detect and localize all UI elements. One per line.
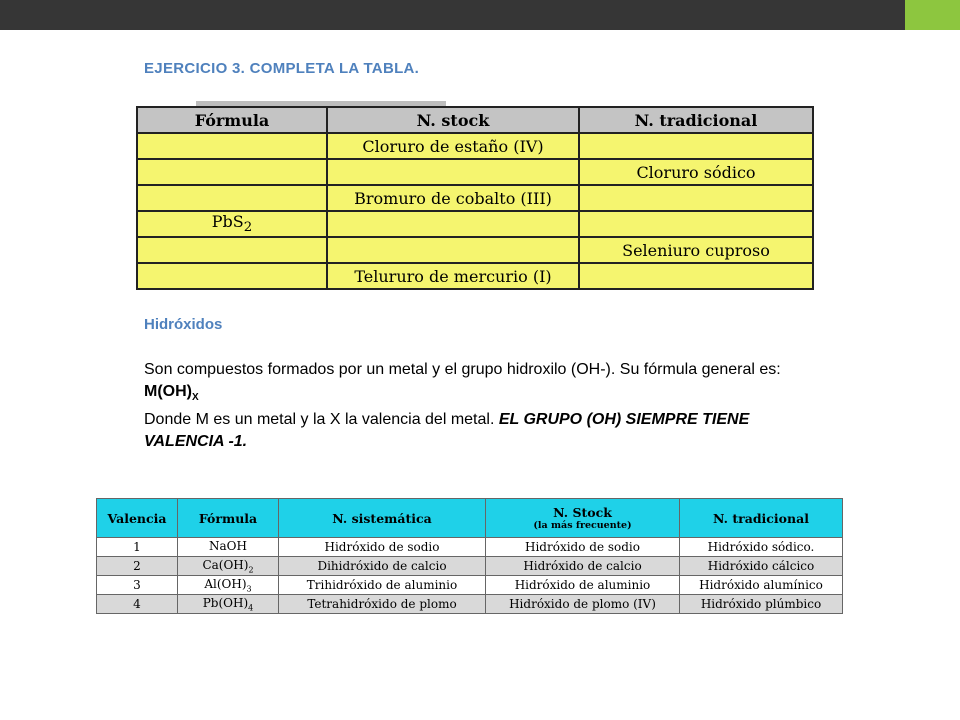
header-stock [486,499,680,538]
cell-formula [178,576,279,595]
table-row [137,133,813,159]
header-stock-note: (la más frecuente) [533,520,632,531]
cell-formula [178,595,279,614]
cell-formula [137,263,327,289]
cell-sistematica: Trihidróxido de aluminio [279,576,486,595]
formula-subscript: X [191,392,199,404]
table-header-row [137,107,813,133]
section-title: Hidróxidos [144,316,223,333]
formula-base: Ca(OH) [202,557,249,572]
cell-sistematica: Dihidróxido de calcio [279,557,486,576]
general-formula [144,383,199,404]
formula-base: NaOH [209,538,247,553]
cell-tradicional: Hidróxido alumínico [680,576,843,595]
cell-tradicional [579,185,813,211]
cell-stock [327,159,579,185]
cell-formula [178,557,279,576]
formula-subscript: 3 [246,584,252,594]
cell-sistematica: Tetrahidróxido de plomo [279,595,486,614]
cell-formula [137,237,327,263]
table-row [137,237,813,263]
cell-valencia: 2 [97,557,178,576]
cell-tradicional: Hidróxido sódico. [680,538,843,557]
header-stock: N. stock [327,107,579,133]
cell-stock: Hidróxido de plomo (IV) [486,595,680,614]
cell-stock: Hidróxido de sodio [486,538,680,557]
cell-tradicional: Hidróxido plúmbico [680,595,843,614]
formula-base: Pb(OH) [202,595,249,610]
cell-formula [178,538,279,557]
cell-stock [327,211,579,237]
header-tradicional: N. tradicional [680,499,843,538]
description-line1: Son compuestos formados por un metal y el grupo hidroxilo (OH-). Su fórmula general es: [144,361,781,378]
table-row [97,595,843,614]
header-formula: Fórmula [178,499,279,538]
top-bar [0,0,905,30]
exercise-table [136,106,814,290]
cell-stock: Telururo de mercurio (I) [327,263,579,289]
cell-tradicional: Hidróxido cálcico [680,557,843,576]
header-stock-label: N. Stock [553,505,612,520]
table-header-row [97,499,843,538]
formula-subscript: 2 [248,565,254,575]
header-formula: Fórmula [137,107,327,133]
cell-stock: Bromuro de cobalto (III) [327,185,579,211]
cell-tradicional: Seleniuro cuproso [579,237,813,263]
cell-stock [327,237,579,263]
header-tradicional: N. tradicional [579,107,813,133]
description-paragraph [144,359,804,453]
formula-base: Al(OH) [204,576,247,591]
cell-valencia: 4 [97,595,178,614]
cell-tradicional: Cloruro sódico [579,159,813,185]
cell-stock: Cloruro de estaño (IV) [327,133,579,159]
header-valencia: Valencia [97,499,178,538]
emphasis-text: EL GRUPO (OH) SIEMPRE TIENE VALENCIA -1. [144,411,750,451]
cell-valencia: 1 [97,538,178,557]
formula-base: PbS [211,212,244,232]
header-sistematica: N. sistemática [279,499,486,538]
description-line2: Donde M es un metal y la X la valencia del metal. [144,411,499,429]
cell-tradicional [579,133,813,159]
table-row [97,538,843,557]
cell-stock: Hidróxido de calcio [486,557,680,576]
cell-formula [137,159,327,185]
table-row [137,159,813,185]
table-row [137,185,813,211]
cell-tradicional [579,263,813,289]
hydroxide-table [96,498,843,614]
cell-formula [137,211,327,237]
cell-formula [137,133,327,159]
exercise-title: EJERCICIO 3. COMPLETA LA TABLA. [144,60,420,77]
formula-subscript: 4 [248,603,254,613]
cell-formula [137,185,327,211]
cell-sistematica: Hidróxido de sodio [279,538,486,557]
formula-subscript: 2 [243,220,253,236]
table-row [97,576,843,595]
table-row [97,557,843,576]
cell-valencia: 3 [97,576,178,595]
cell-tradicional [579,211,813,237]
table-row [137,263,813,289]
table-row [137,211,813,237]
formula-base: M(OH) [144,383,192,400]
accent-block [905,0,960,30]
cell-stock: Hidróxido de aluminio [486,576,680,595]
